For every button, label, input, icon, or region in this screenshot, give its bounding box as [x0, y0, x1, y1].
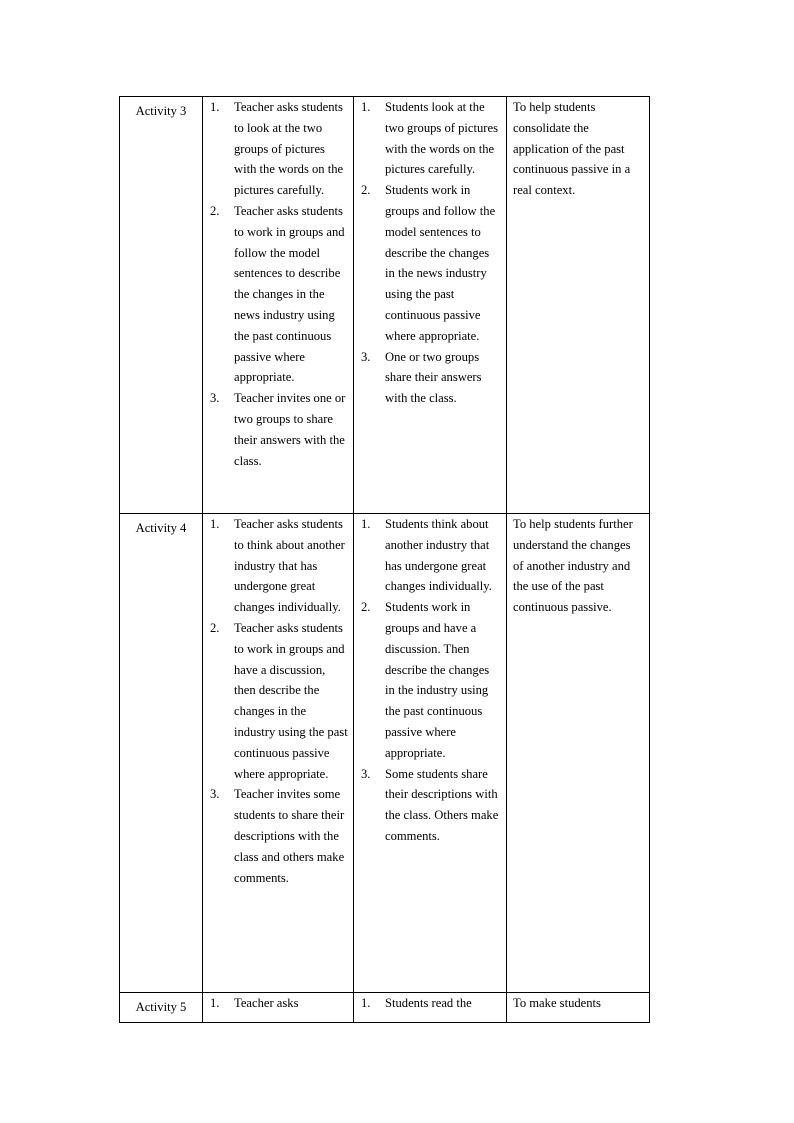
- student-activity-cell: [354, 514, 507, 993]
- list-item: 3. Teacher invites some students to share their descriptions with the class and others make comments.: [210, 787, 345, 885]
- student-activity-cell: [354, 97, 507, 514]
- student-activity-cell: [354, 993, 507, 1023]
- purpose-cell: To make students: [507, 993, 650, 1023]
- list-item: 3. Some students share their descriptions with the class. Others make comments.: [361, 766, 499, 843]
- table-row: [120, 514, 650, 993]
- teacher-activity-cell: [203, 993, 354, 1023]
- teacher-activity-cell: [203, 97, 354, 514]
- table-row: [120, 97, 650, 514]
- list-item: 1. Teacher asks students to look at the two groups of pictures with the words on the pictures carefully.: [210, 100, 344, 198]
- lesson-plan-table: [119, 96, 650, 1023]
- list-item: 1. Students read the: [361, 996, 472, 1010]
- list-item: 2. Teacher asks students to work in groups and follow the model sentences to describe the changes in the news industry using the past continuous passive where appropriate.: [210, 203, 345, 385]
- list-item: 1. Teacher asks: [210, 996, 299, 1010]
- list-item: 2. Teacher asks students to work in groups and have a discussion, then describe the changes in the industry using the past continuous passive where appropriate.: [210, 620, 348, 781]
- list-item: 2. Students work in groups and follow the model sentences to describe the changes in the news industry using the past continuous passive where appropriate.: [361, 183, 496, 343]
- activity-label: Activity 5: [120, 993, 203, 1023]
- list-item: 1. Teacher asks students to think about another industry that has undergone great changes individually.: [210, 517, 345, 615]
- purpose-cell: To help students consolidate the application of the past continuous passive in a real context.: [507, 97, 650, 514]
- teacher-activity-cell: [203, 514, 354, 993]
- list-item: 3. One or two groups share their answers with the class.: [361, 349, 482, 406]
- purpose-cell: To help students further understand the changes of another industry and the use of the past continuous passive.: [507, 514, 650, 993]
- activity-label: Activity 3: [120, 97, 203, 514]
- table-row: [120, 993, 650, 1023]
- lesson-plan-body: [120, 97, 650, 1023]
- activity-label: Activity 4: [120, 514, 203, 993]
- list-item: 1. Students think about another industry that has undergone great changes individually.: [361, 517, 492, 594]
- list-item: 1. Students look at the two groups of pictures with the words on the pictures carefully.: [361, 100, 498, 177]
- list-item: 2. Students work in groups and have a discussion. Then describe the changes in the industry using the past continuous passive where appropriate.: [361, 600, 490, 760]
- list-item: 3. Teacher invites one or two groups to share their answers with the class.: [210, 391, 346, 468]
